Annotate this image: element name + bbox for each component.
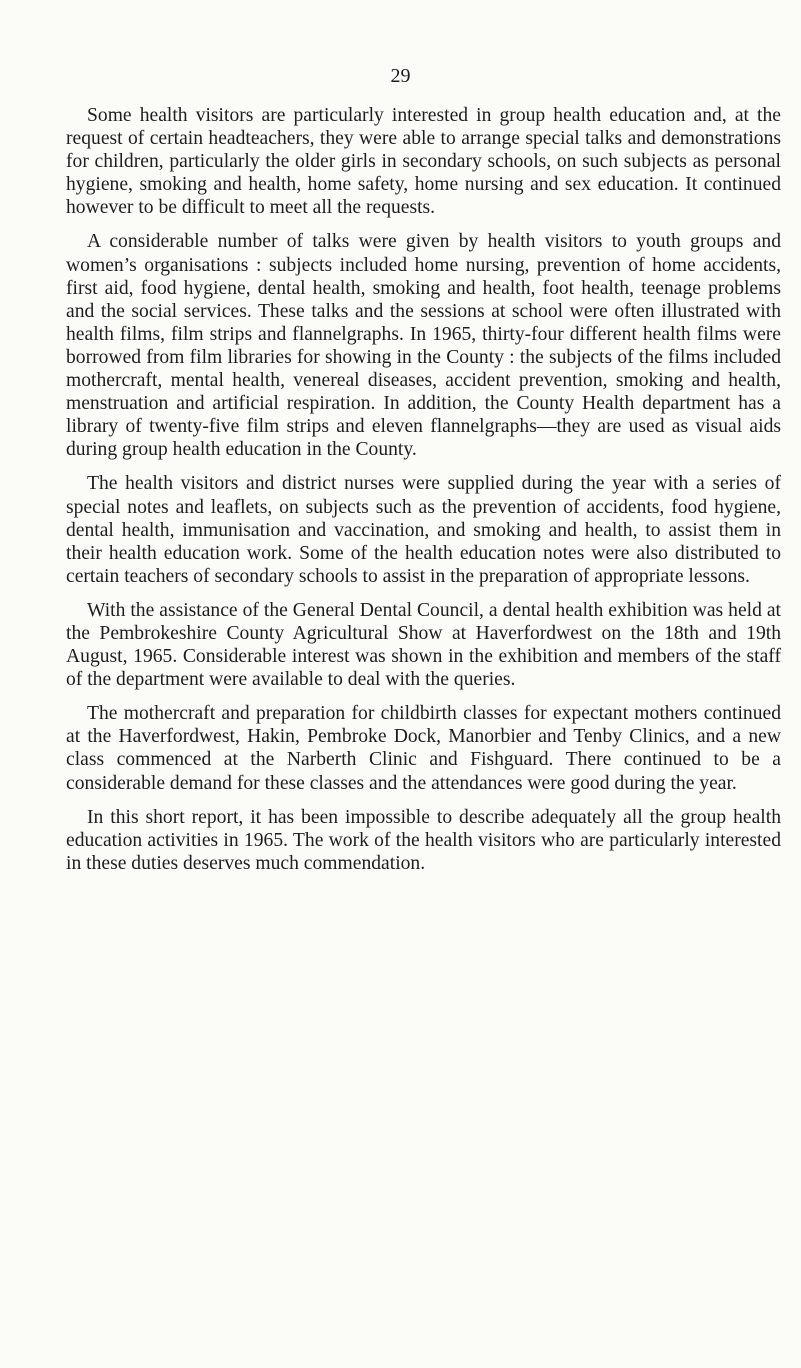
page-number: 29 <box>390 65 411 87</box>
paragraph-notes-and-leaflets: The health visitors and district nurses were supplied during the year with a series of special notes and leaflets, on subjects such as the prevention of accidents, food hygiene, dental health, immunisation and vaccination, and smoking and health, to assist them in their health education work. Some of the health education notes were also distributed to certain teachers of secondary schools to assist in the preparation of appropriate lessons. <box>66 473 781 587</box>
paragraph-conclusion: In this short report, it has been impossible to describe adequately all the group health education activities in 1965. The work of the health visitors who are particularly interested in these duties deserves much commendation. <box>66 806 781 874</box>
paragraph-dental-exhibition: With the assistance of the General Dental Council, a dental health exhibition was held at the Pembrokeshire County Agricultural Show at Haverfordwest on the 18th and 19th August, 1965. Considerable interest was shown in the exhibition and members of the staff of the department were available to deal with the queries. <box>66 599 781 691</box>
paragraph-group-health-education: Some health visitors are particularly interested in group health education and, at the request of certain headteachers, they were able to arrange special talks and demonstrations for children, particularly the older girls in secondary schools, on such subjects as personal hygiene, smoking and health, home safety, home nursing and sex education. It continued however to be difficult to meet all the requests. <box>66 105 781 219</box>
paragraph-mothercraft-classes: The mothercraft and preparation for childbirth classes for expectant mothers continued at the Haverfordwest, Hakin, Pembroke Dock, Manorbier and Tenby Clinics, and a new class commenced at the Narberth Clinic and Fishguard. There continued to be a considerable demand for these classes and the attendances were good during the year. <box>66 703 781 794</box>
body-text <box>66 104 781 886</box>
paragraph-talks-and-films: A considerable number of talks were given by health visitors to youth groups and women’s organisations : subjects included home nursing, prevention of home accidents, first aid, food hygiene, dental health, smoking and health, foot health, teenage problems and the social services. These talks and the sessions at school were often illustrated with health films, film strips and flannelgraphs. In 1965, thirty-four different health films were borrowed from film libraries for showing in the County : the subjects of the films included mothercraft, mental health, venereal diseases, accident prevention, smoking and health, menstruation and artificial respiration. In addition, the County Health department has a library of twenty-five film strips and eleven flannelgraphs—they are used as visual aids during group health education in the County. <box>66 231 781 461</box>
